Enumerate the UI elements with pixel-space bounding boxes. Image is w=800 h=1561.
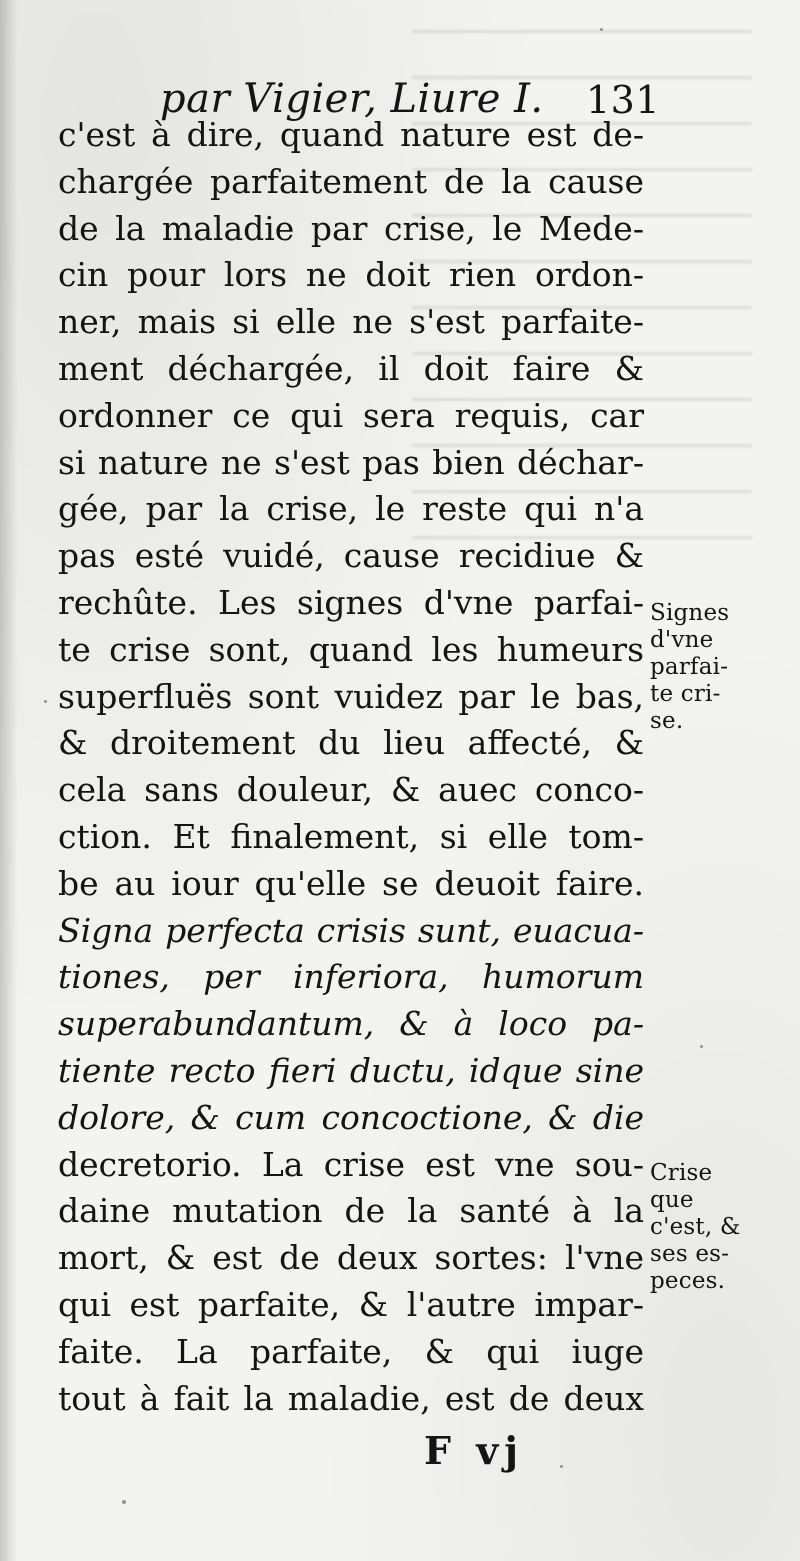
ink-speck: [44, 700, 47, 703]
text-line: si nature ne s'est pas bien déchar-: [58, 442, 644, 482]
text-line: superfluës sont vuidez par le bas,: [58, 676, 644, 716]
main-text-block: [58, 112, 644, 1422]
latin-text-line: dolore, & cum concoctione, & die: [58, 1097, 644, 1137]
text-line: chargée parfaitement de la cause: [58, 161, 644, 201]
signature-mark: F vj: [424, 1428, 525, 1473]
text-line: tout à fait la maladie, est de deux: [58, 1378, 644, 1418]
text-line: daine mutation de la santé à la: [58, 1191, 644, 1231]
latin-text-line: tiente recto fieri ductu, idque sine: [58, 1050, 644, 1090]
margin-note-line: se.: [650, 708, 684, 734]
ink-speck: [560, 1465, 563, 1468]
text-line: mort, & est de deux sortes: l'vne: [58, 1238, 644, 1278]
text-line: te crise sont, quand les humeurs: [58, 629, 644, 669]
text-line: qui est parfaite, & l'autre impar-: [58, 1284, 644, 1324]
margin-note-signes: [650, 600, 760, 735]
margin-note-line: peces.: [650, 1268, 726, 1294]
text-line: cin pour lors ne doit rien ordon-: [58, 255, 644, 295]
latin-text-line: superabundantum, & à loco pa-: [58, 1004, 644, 1044]
margin-note-line: te cri-: [650, 681, 721, 707]
ink-speck: [600, 28, 603, 31]
text-line: ction. Et finalement, si elle tom-: [58, 816, 644, 856]
text-line: c'est à dire, quand nature est de-: [58, 115, 644, 154]
text-line: pas esté vuidé, cause recidiue &: [58, 536, 644, 576]
margin-note-crise: [650, 1160, 760, 1295]
text-line: ment déchargée, il doit faire &: [58, 348, 644, 388]
latin-text-line: tiones, per inferiora, humorum: [58, 957, 644, 997]
latin-text-line: Signa perfecta crisis sunt, euacua-: [58, 910, 644, 950]
text-line: ordonner ce qui sera requis, car: [58, 395, 644, 435]
text-line: be au iour qu'elle se deuoit faire.: [58, 863, 644, 903]
margin-note-line: que: [650, 1187, 694, 1213]
running-head-title: par Vigier, Liure I.: [160, 76, 544, 122]
margin-note-line: Signes: [650, 600, 730, 626]
text-line: faite. La parfaite, & qui iuge: [58, 1331, 644, 1371]
ink-speck: [122, 1500, 126, 1504]
margin-note-line: parfai-: [650, 654, 729, 680]
margin-note-line: Crise: [650, 1160, 713, 1186]
text-line: gée, par la crise, le reste qui n'a: [58, 489, 644, 529]
margin-note-line: ses es-: [650, 1241, 730, 1267]
text-line: decretorio. La crise est vne sou-: [58, 1144, 644, 1184]
text-line: cela sans douleur, & auec conco-: [58, 770, 644, 810]
margin-note-line: d'vne: [650, 627, 714, 653]
text-line: rechûte. Les signes d'vne parfai-: [58, 582, 644, 622]
text-line: de la maladie par crise, le Mede-: [58, 208, 644, 248]
page-edge-shadow: [0, 0, 18, 1561]
margin-note-line: c'est, &: [650, 1214, 741, 1240]
page-number: 131: [585, 78, 660, 122]
ink-speck: [700, 1045, 703, 1048]
text-line: & droitement du lieu affecté, &: [58, 723, 644, 763]
text-line: ner, mais si elle ne s'est parfaite-: [58, 302, 644, 342]
